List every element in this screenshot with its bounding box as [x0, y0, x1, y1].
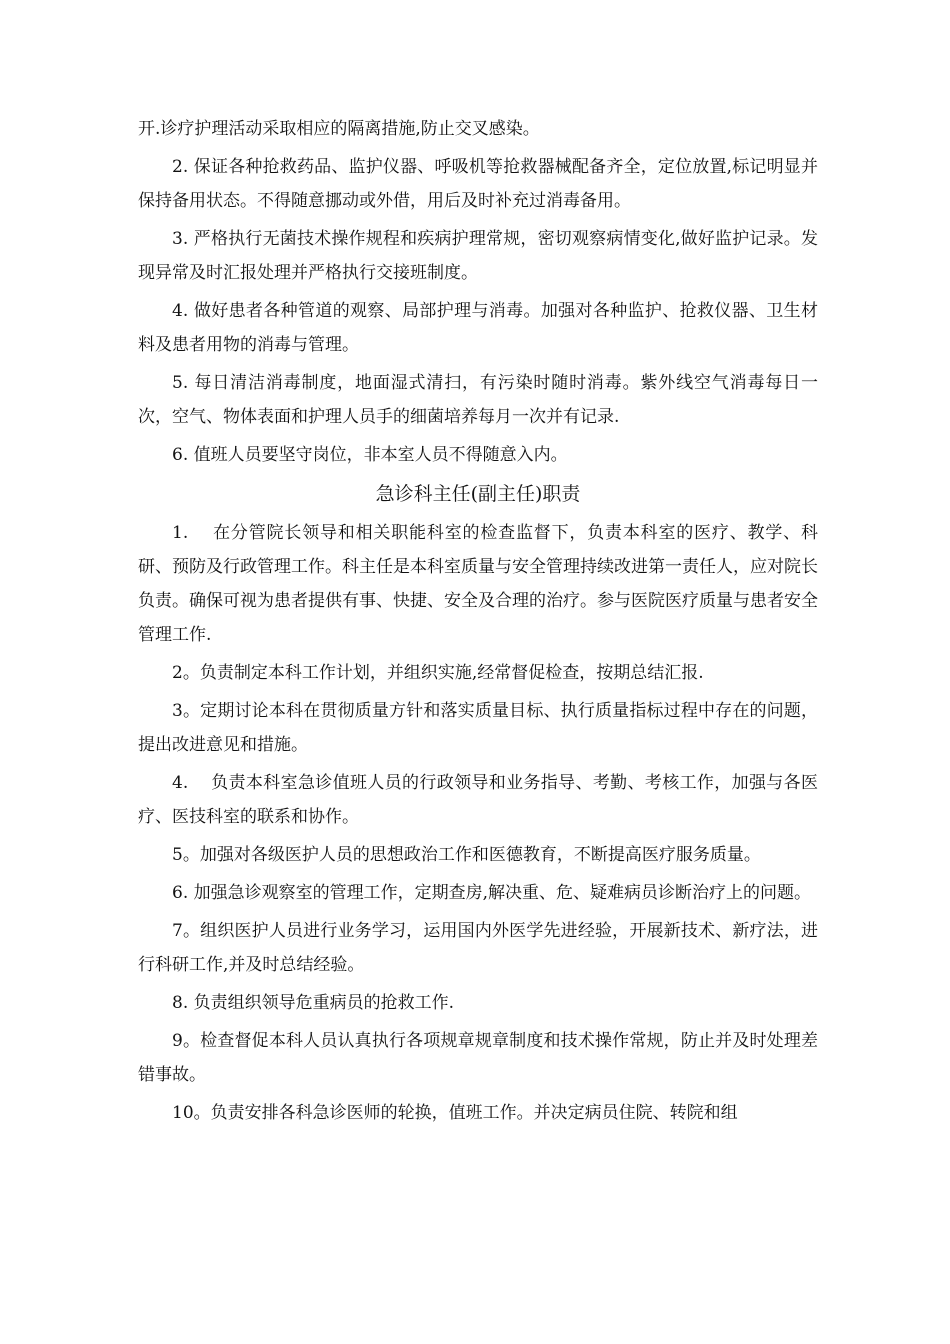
duty-item-1: 1. 在分管院长领导和相关职能科室的检查监督下，负责本科室的医疗、教学、科研、预防及行政管理工作。科主任是本科室质量与安全管理持续改进第一责任人，应对院长负责。确保可视为患者提供有事、快捷、安全及合理的治疗。参与医院医疗质量与患者安全管理工作.: [138, 523, 818, 645]
duty-item-4: 4. 负责本科室急诊值班人员的行政领导和业务指导、考勤、考核工作，加强与各医疗、医技科室的联系和协作。: [138, 773, 818, 827]
paragraph-item-4: 4. 做好患者各种管道的观察、局部护理与消毒。加强对各种监护、抢救仪器、卫生材料及患者用物的消毒与管理。: [138, 301, 818, 355]
duty-item-7: 7。组织医护人员进行业务学习，运用国内外医学先进经验，开展新技术、新疗法，进行科研工作,并及时总结经验。: [138, 921, 818, 975]
duty-item-8: 8. 负责组织领导危重病员的抢救工作.: [172, 993, 455, 1013]
duty-item-9: 9。检查督促本科人员认真执行各项规章规章制度和技术操作常规，防止并及时处理差错事故。: [138, 1031, 818, 1085]
section-title: 急诊科主任(副主任)职责: [375, 483, 581, 505]
paragraph-item-2: 2. 保证各种抢救药品、监护仪器、呼吸机等抢救器械配备齐全，定位放置,标记明显并保持备用状态。不得随意挪动或外借，用后及时补充过消毒备用。: [138, 157, 818, 211]
paragraph-item-5: 5. 每日清洁消毒制度，地面湿式清扫，有污染时随时消毒。紫外线空气消毒每日一次，空气、物体表面和护理人员手的细菌培养每月一次并有记录.: [138, 373, 818, 427]
duty-item-5: 5。加强对各级医护人员的思想政治工作和医德教育，不断提高医疗服务质量。: [172, 845, 761, 865]
duty-item-6: 6. 加强急诊观察室的管理工作，定期查房,解决重、危、疑难病员诊断治疗上的问题。: [172, 883, 812, 903]
duty-item-3: 3。定期讨论本科在贯彻质量方针和落实质量目标、执行质量指标过程中存在的问题，提出改进意见和措施。: [138, 701, 818, 755]
paragraph-continuation: 开.诊疗护理活动采取相应的隔离措施,防止交叉感染。: [138, 119, 540, 139]
duty-item-2: 2。负责制定本科工作计划，并组织实施,经常督促检查，按期总结汇报.: [172, 663, 704, 683]
document-body: [138, 112, 818, 1134]
duty-item-10: 10。负责安排各科急诊医师的轮换，值班工作。并决定病员住院、转院和组: [172, 1103, 738, 1123]
paragraph-item-6: 6. 值班人员要坚守岗位，非本室人员不得随意入内。: [172, 445, 568, 465]
paragraph-item-3: 3. 严格执行无菌技术操作规程和疾病护理常规，密切观察病情变化,做好监护记录。发现异常及时汇报处理并严格执行交接班制度。: [138, 229, 818, 283]
